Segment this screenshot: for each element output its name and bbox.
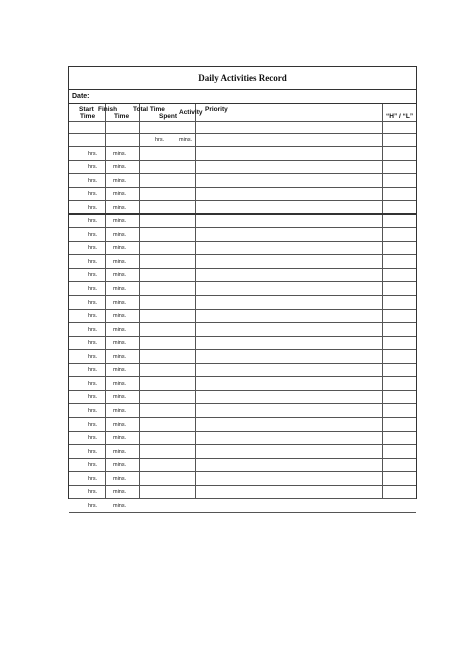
start-hrs-label: hrs. xyxy=(88,258,98,265)
start-hrs-label: hrs. xyxy=(88,326,98,333)
finish-mins-label: mins. xyxy=(113,394,127,401)
table-row xyxy=(69,201,416,215)
header-total-time-2: Spent xyxy=(159,113,178,120)
table-row xyxy=(69,134,416,147)
table-row xyxy=(69,255,416,269)
table-row xyxy=(69,472,416,486)
table-row xyxy=(69,364,416,378)
start-hrs-label: hrs. xyxy=(88,367,98,374)
table-row xyxy=(69,499,416,513)
table-row xyxy=(69,459,416,473)
header-finish-time-1: Finish xyxy=(98,106,118,113)
table-row xyxy=(69,391,416,405)
start-hrs-label: hrs. xyxy=(88,286,98,292)
finish-mins-label: mins. xyxy=(113,286,127,292)
finish-mins-label: mins. xyxy=(113,150,127,157)
start-hrs-label: hrs. xyxy=(88,150,98,157)
start-hrs-label: hrs. xyxy=(88,313,98,320)
table-row xyxy=(69,377,416,391)
finish-mins-label: mins. xyxy=(113,164,127,171)
table-row xyxy=(69,486,416,500)
finish-mins-label: mins. xyxy=(113,313,127,320)
start-hrs-label: hrs. xyxy=(88,448,98,455)
table-row xyxy=(69,432,416,446)
start-hrs-label: hrs. xyxy=(88,299,98,306)
start-hrs-label: hrs. xyxy=(88,218,98,225)
finish-mins-label: mins. xyxy=(113,258,127,265)
total-hrs-label: hrs. xyxy=(155,137,165,143)
title-bar xyxy=(69,67,416,90)
start-hrs-label: hrs. xyxy=(88,204,98,211)
start-hrs-label: hrs. xyxy=(88,502,98,509)
start-hrs-label: hrs. xyxy=(88,475,98,482)
finish-mins-label: mins. xyxy=(113,502,127,509)
header-start-time-2: Time xyxy=(80,113,96,120)
finish-mins-label: mins. xyxy=(113,421,127,428)
sheet-title: Daily Activities Record xyxy=(198,73,287,83)
start-hrs-label: hrs. xyxy=(88,272,98,279)
finish-mins-label: mins. xyxy=(113,367,127,374)
finish-mins-label: mins. xyxy=(113,448,127,455)
start-hrs-label: hrs. xyxy=(88,394,98,401)
table-row xyxy=(69,283,416,297)
finish-mins-label: mins. xyxy=(113,299,127,306)
total-mins-label: mins. xyxy=(179,137,193,143)
finish-mins-label: mins. xyxy=(113,245,127,252)
header-activity: Activity xyxy=(179,109,203,116)
table-row xyxy=(69,147,416,161)
finish-mins-label: mins. xyxy=(113,231,127,238)
finish-mins-label: mins. xyxy=(113,191,127,198)
start-hrs-label: hrs. xyxy=(88,462,98,469)
table-row xyxy=(69,161,416,175)
start-hrs-label: hrs. xyxy=(88,435,98,442)
table-row xyxy=(69,310,416,324)
start-hrs-label: hrs. xyxy=(88,380,98,387)
start-hrs-label: hrs. xyxy=(88,353,98,360)
table-row xyxy=(69,323,416,337)
finish-mins-label: mins. xyxy=(113,353,127,360)
table-row xyxy=(69,188,416,202)
table-row xyxy=(69,404,416,418)
finish-mins-label: mins. xyxy=(113,340,127,347)
table-row xyxy=(69,174,416,188)
finish-mins-label: mins. xyxy=(113,407,127,414)
table-row xyxy=(69,104,416,122)
table-row xyxy=(69,445,416,459)
header-start-time-1: Start xyxy=(79,106,94,113)
start-hrs-label: hrs. xyxy=(88,231,98,238)
activities-sheet xyxy=(68,66,417,509)
finish-mins-label: mins. xyxy=(113,218,127,225)
table-row xyxy=(69,122,416,134)
finish-mins-label: mins. xyxy=(113,462,127,469)
start-hrs-label: hrs. xyxy=(88,177,98,184)
activity-table xyxy=(69,104,416,509)
start-hrs-label: hrs. xyxy=(88,421,98,428)
finish-mins-label: mins. xyxy=(113,380,127,387)
header-hl: “H” / “L” xyxy=(386,113,414,120)
finish-mins-label: mins. xyxy=(113,177,127,184)
finish-mins-label: mins. xyxy=(113,204,127,211)
table-row xyxy=(69,418,416,432)
date-bar xyxy=(69,90,416,104)
header-finish-time-2: Time xyxy=(114,113,130,120)
date-label: Date: xyxy=(72,93,90,100)
table-row xyxy=(69,296,416,310)
header-total-time-1: Total Time xyxy=(133,106,165,113)
start-hrs-label: hrs. xyxy=(88,245,98,252)
table-row xyxy=(69,350,416,364)
table-row xyxy=(69,337,416,351)
finish-mins-label: mins. xyxy=(113,326,127,333)
finish-mins-label: mins. xyxy=(113,272,127,279)
start-hrs-label: hrs. xyxy=(88,164,98,171)
table-row xyxy=(69,228,416,242)
finish-mins-label: mins. xyxy=(113,489,127,496)
table-row xyxy=(69,215,416,229)
finish-mins-label: mins. xyxy=(113,475,127,482)
table-row xyxy=(69,269,416,283)
table-row xyxy=(69,242,416,256)
finish-mins-label: mins. xyxy=(113,435,127,442)
start-hrs-label: hrs. xyxy=(88,191,98,198)
start-hrs-label: hrs. xyxy=(88,489,98,496)
start-hrs-label: hrs. xyxy=(88,340,98,347)
start-hrs-label: hrs. xyxy=(88,407,98,414)
header-priority: Priority xyxy=(205,106,228,113)
